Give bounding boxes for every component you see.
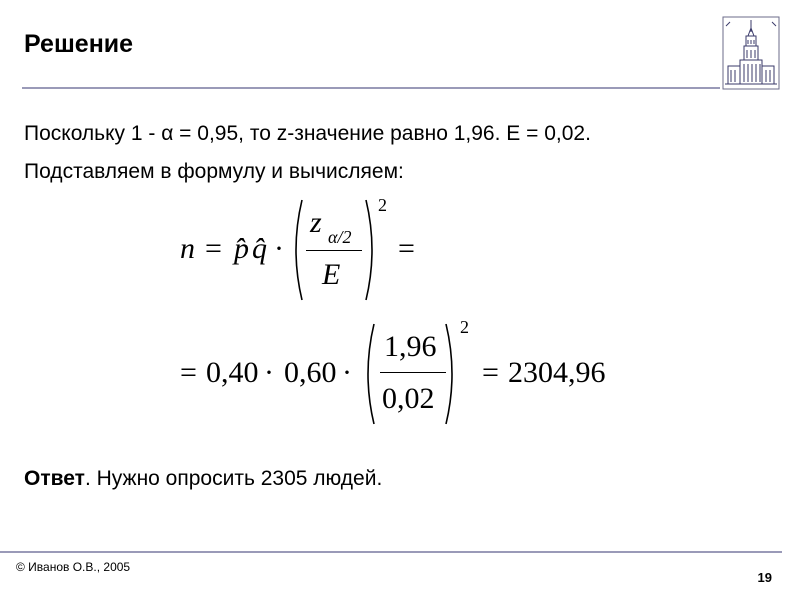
fraction-bar-2 [380,372,446,373]
var-E: E [322,258,341,291]
trailing-equals: = [398,232,415,265]
problem-statement: Поскольку 1 - α = 0,95, то z-значение равно 1,96. Е = 0,02. [24,122,591,145]
var-q-hat: q̂ [252,232,267,265]
exponent-2: 2 [378,195,387,215]
right-paren-icon-2 [442,322,462,426]
multiply-dot-2: · [342,356,352,389]
subscript-alpha-half: α/2 [328,227,352,247]
fraction-bar [306,250,362,251]
multiply-dot-1: · [264,356,274,389]
var-p-hat: p̂ [234,232,249,265]
error-value: 0,02 [382,382,435,415]
slide-title: Решение [24,30,134,58]
answer-label: Ответ [24,467,85,490]
left-paren-icon [286,198,306,302]
left-paren-icon-2 [358,322,378,426]
multiply-dot: · [274,232,284,265]
p-value: 0,40 [206,356,259,389]
answer-body: . Нужно опросить 2305 людей. [84,467,383,490]
equals-sign-3: = [482,356,499,389]
var-n: n [180,232,195,265]
footer-divider [0,551,782,553]
q-value: 0,60 [284,356,337,389]
var-z: z [310,206,322,239]
copyright-text: © Иванов О.В., 2005 [16,560,131,574]
answer-text [24,467,382,491]
title-divider [22,87,720,89]
z-value: 1,96 [384,330,437,363]
page-number: 19 [757,570,772,585]
exponent-2b: 2 [460,317,469,337]
instruction-text: Подставляем в формулу и вычисляем: [24,160,404,183]
result-value: 2304,96 [508,356,606,389]
equals-sign-2: = [180,356,197,389]
equals-sign: = [205,232,222,265]
university-building-logo [722,16,780,90]
